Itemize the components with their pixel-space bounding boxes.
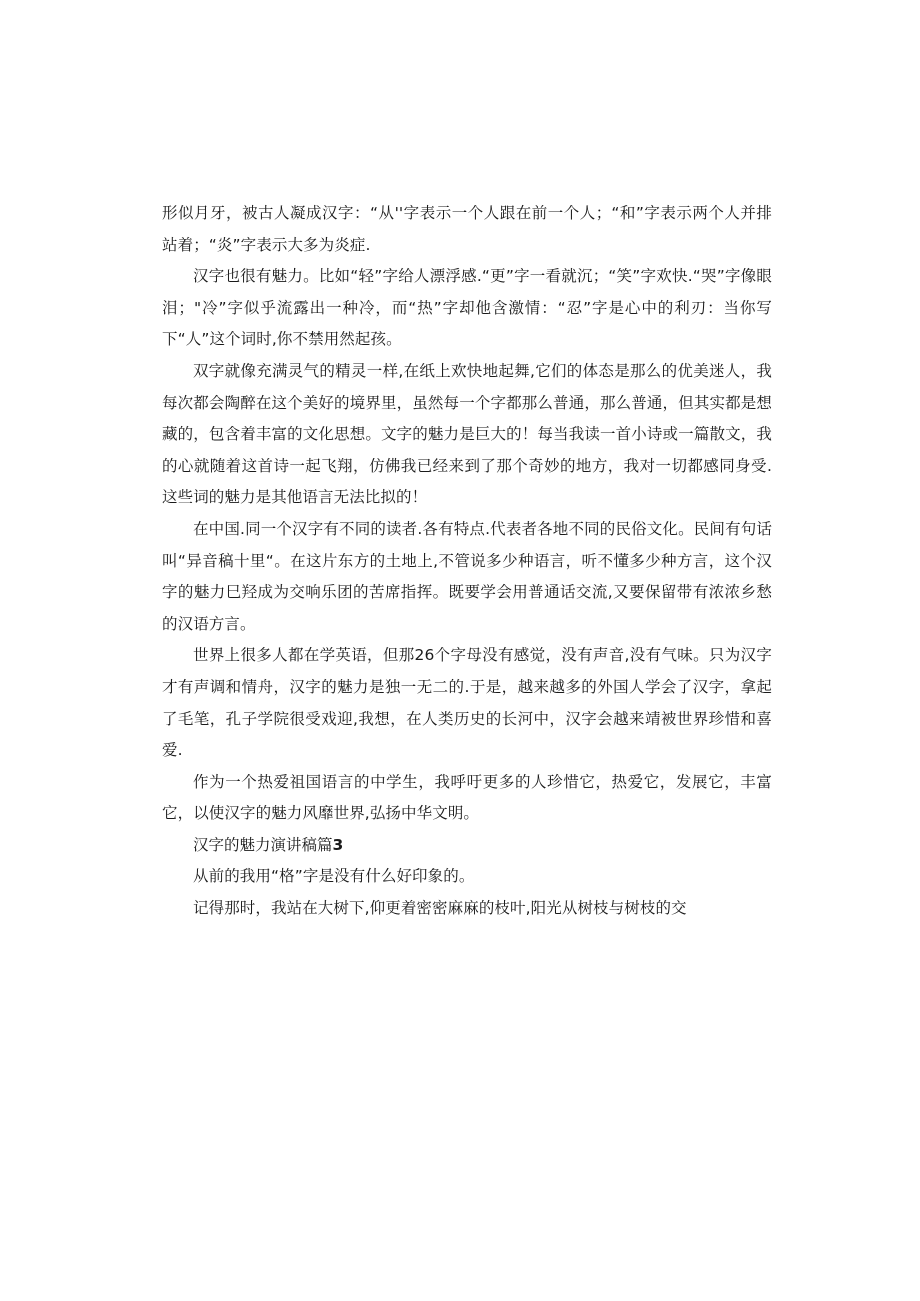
section-heading	[162, 830, 772, 862]
paragraph-7: 从前的我用“格”字是没有什么好印象的。	[193, 867, 475, 886]
paragraph-6: 作为一个热爱祖国语言的中学生，我呼吁更多的人珍惜它，热爱它，发展它，丰富它，以使汉字的魅力风靡世界,弘扬中华文明。	[162, 772, 772, 823]
paragraph-8: 记得那时，我站在大树下,仰更着密密麻麻的枝叶,阳光从树枝与树枝的交	[193, 899, 687, 918]
section-heading-number: 3	[332, 835, 344, 854]
document-body	[162, 198, 772, 925]
paragraph-1: 形似月牙，被古人凝成汉字：“从''字表示一个人跟在前一个人；“和”字表示两个人并排站着；“炎”字表示大多为炎症.	[162, 204, 772, 254]
paragraph-4: 在中国.同一个汉字有不同的读者.各有特点.代表者各地不同的民俗文化。民间有句话叫“异音稿十里“。在这片东方的土地上,不管说多少种语言，听不懂多少种方言，这个汉字的魅力巳羟成为交响乐团的苦席指挥。既要学会用普通话交流,又要保留带有浓浓乡愁的汉语方言。	[162, 519, 772, 633]
paragraph-5: 世界上很多人都在学英语，但那26个字母没有感觉，没有声音,没有气味。只为汉字才有声调和情舟，汉字的魅力是独一无二的.于是，越来越多的外国人学会了汉字，拿起了毛笔，孔子学院很受戏迎,我想，在人类历史的长河中，汉字会越来靖被世界珍惜和喜爱.	[162, 646, 772, 760]
paragraph-3: 双字就像充满灵气的精灵一样,在纸上欢快地起舞,它们的体态是那么的优美迷人，我每次都会陶醉在这个美好的境界里，虽然每一个字都那么普通，那么普通，但其实都是想藏的，包含着丰富的文化思想。文字的魅力是巨大的！每当我读一首小诗或一篇散文，我的心就随着这首诗一起飞翔，仿佛我已经来到了那个奇妙的地方，我对一切都感同身受.这些词的魅力是其他语言无法比拟的！	[162, 361, 772, 507]
section-heading-text: 汉字的魅力演讲稿篇	[193, 835, 333, 854]
paragraph-2: 汉字也很有魅力。比如“轻”字给人漂浮感.“更”字一看就沉；“笑”字欢快.“哭”字像眼泪；"冷”字似乎流露出一种冷，而“热”字却他含激情：“忍”字是心中的利刃：当你写下“人”这个词时,你不禁用然起孩。	[162, 267, 772, 349]
